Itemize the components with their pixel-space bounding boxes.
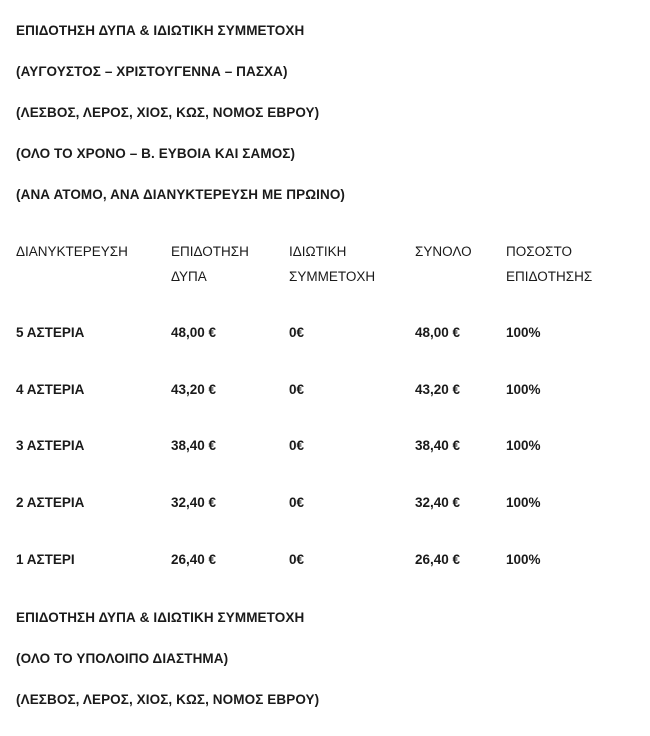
intro-all-year: (ΟΛΟ ΤΟ ΧΡΟΝΟ – Β. ΕΥΒΟΙΑ ΚΑΙ ΣΑΜΟΣ)	[16, 146, 296, 161]
section-title: ΕΠΙΔΟΤΗΣΗ ΔΥΠΑ & ΙΔΙΩΤΙΚΗ ΣΥΜΜΕΤΟΧΗ	[16, 23, 305, 38]
intro-locations: (ΛΕΣΒΟΣ, ΛΕΡΟΣ, ΧΙΟΣ, ΚΩΣ, ΝΟΜΟΣ ΕΒΡΟΥ)	[16, 105, 320, 120]
outro-period: (ΟΛΟ ΤΟ ΥΠΟΛΟΙΠΟ ΔΙΑΣΤΗΜΑ)	[16, 651, 229, 666]
cell-private: 0€	[289, 495, 305, 510]
cell-total: 38,40 €	[415, 438, 461, 453]
cell-private: 0€	[289, 325, 305, 340]
cell-percentage: 100%	[506, 325, 541, 340]
cell-percentage: 100%	[506, 495, 541, 510]
header-total: ΣΥΝΟΛΟ	[415, 244, 472, 259]
cell-category: 5 ΑΣΤΕΡΙΑ	[16, 325, 85, 340]
cell-category: 2 ΑΣΤΕΡΙΑ	[16, 495, 85, 510]
cell-private: 0€	[289, 382, 305, 397]
outro-locations: (ΛΕΣΒΟΣ, ΛΕΡΟΣ, ΧΙΟΣ, ΚΩΣ, ΝΟΜΟΣ ΕΒΡΟΥ)	[16, 692, 320, 707]
header-private: ΙΔΙΩΤΙΚΗ ΣΥΜΜΕΤΟΧΗ	[289, 244, 376, 284]
header-percentage: ΠΟΣΟΣΤΟ ΕΠΙΔΟΤΗΣΗΣ	[506, 244, 593, 284]
intro-period: (ΑΥΓΟΥΣΤΟΣ – ΧΡΙΣΤΟΥΓΕΝΝΑ – ΠΑΣΧΑ)	[16, 64, 288, 79]
cell-percentage: 100%	[506, 382, 541, 397]
cell-total: 48,00 €	[415, 325, 461, 340]
cell-category: 1 ΑΣΤΕΡΙ	[16, 552, 75, 567]
cell-subsidy: 48,00 €	[171, 325, 217, 340]
cell-subsidy: 38,40 €	[171, 438, 217, 453]
cell-total: 32,40 €	[415, 495, 461, 510]
section-title-2: ΕΠΙΔΟΤΗΣΗ ΔΥΠΑ & ΙΔΙΩΤΙΚΗ ΣΥΜΜΕΤΟΧΗ	[16, 610, 305, 625]
header-subsidy: ΕΠΙΔΟΤΗΣΗ ΔΥΠΑ	[171, 244, 249, 284]
cell-subsidy: 26,40 €	[171, 552, 217, 567]
cell-private: 0€	[289, 438, 305, 453]
cell-private: 0€	[289, 552, 305, 567]
header-overnight: ΔΙΑΝΥΚΤΕΡΕΥΣΗ	[16, 244, 128, 259]
cell-category: 4 ΑΣΤΕΡΙΑ	[16, 382, 85, 397]
cell-percentage: 100%	[506, 552, 541, 567]
cell-subsidy: 43,20 €	[171, 382, 217, 397]
intro-per-person: (ΑΝΑ ΑΤΟΜΟ, ΑΝΑ ΔΙΑΝΥΚΤΕΡΕΥΣΗ ΜΕ ΠΡΩΙΝΟ)	[16, 187, 346, 202]
cell-total: 26,40 €	[415, 552, 461, 567]
cell-category: 3 ΑΣΤΕΡΙΑ	[16, 438, 85, 453]
cell-total: 43,20 €	[415, 382, 461, 397]
cell-percentage: 100%	[506, 438, 541, 453]
cell-subsidy: 32,40 €	[171, 495, 217, 510]
